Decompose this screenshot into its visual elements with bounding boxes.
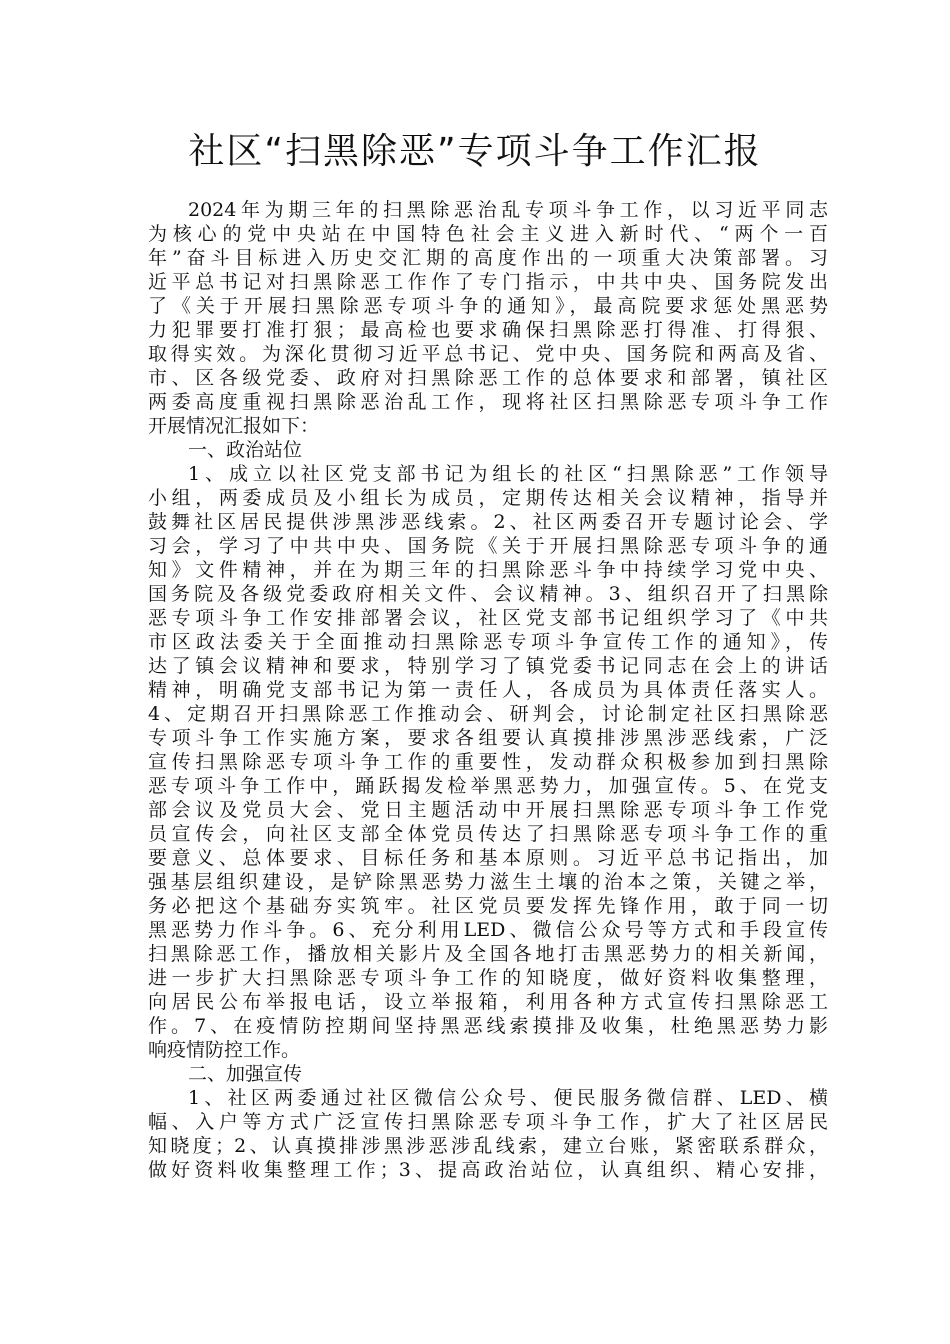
text-line: 作。7、在疫情防控期间坚持黑恶线索摸排及收集，杜绝黑恶势力影 [148, 1015, 828, 1037]
text-line: 员宣传会，向社区支部全体党员传达了扫黑除恶专项斗争工作的重 [148, 823, 828, 845]
document-title: 社区“扫黑除恶”专项斗争工作汇报 [188, 131, 762, 172]
text-line: 鼓舞社区居民提供涉黑涉恶线索。2、社区两委召开专题讨论会、学 [148, 511, 828, 533]
text-line: 4、定期召开扫黑除恶工作推动会、研判会，讨论制定社区扫黑除恶 [148, 703, 828, 725]
text-line: 专项斗争工作实施方案，要求各组要认真摸排涉黑涉恶线索，广泛 [148, 727, 828, 749]
text-line: 力犯罪要打准打狠；最高检也要求确保扫黑除恶打得准、打得狠、 [148, 319, 828, 341]
text-line: 小组，两委成员及小组长为成员，定期传达相关会议精神，指导并 [148, 487, 828, 509]
text-line: 两委高度重视扫黑除恶治乱工作，现将社区扫黑除恶专项斗争工作 [148, 391, 828, 413]
text-line: 了《关于开展扫黑除恶专项斗争的通知》，最高院要求惩处黑恶势 [148, 295, 828, 317]
text-line: 市区政法委关于全面推动扫黑除恶专项斗争宣传工作的通知》，传 [148, 631, 828, 653]
text-line: 2024年为期三年的扫黑除恶治乱专项斗争工作，以习近平同志 [188, 199, 828, 221]
text-line: 为核心的党中央站在中国特色社会主义进入新时代、“两个一百 [148, 223, 828, 245]
text-line: 做好资料收集整理工作；3、提高政治站位，认真组织、精心安排， [148, 1159, 828, 1181]
text-line: 恶专项斗争工作中，踊跃揭发检举黑恶势力，加强宣传。5、在党支 [148, 775, 828, 797]
text-line: 近平总书记对扫黑除恶工作作了专门指示，中共中央、国务院发出 [148, 271, 828, 293]
text-line: 响疫情防控工作。 [148, 1039, 301, 1061]
text-line: 向居民公布举报电话，设立举报箱，利用各种方式宣传扫黑除恶工 [148, 991, 828, 1013]
text-line: 知晓度；2、认真摸排涉黑涉恶涉乱线索，建立台账，紧密联系群众， [148, 1135, 828, 1157]
text-line: 恶专项斗争工作安排部署会议，社区党支部书记组织学习了《中共 [148, 607, 828, 629]
text-line: 市、区各级党委、政府对扫黑除恶工作的总体要求和部署，镇社区 [148, 367, 828, 389]
document-body [148, 198, 828, 1182]
text-line: 扫黑除恶工作，播放相关影片及全国各地打击黑恶势力的相关新闻， [148, 943, 828, 965]
text-line: 强基层组织建设，是铲除黑恶势力滋生土壤的治本之策，关键之举， [148, 871, 828, 893]
text-line: 幅、入户等方式广泛宣传扫黑除恶专项斗争工作，扩大了社区居民 [148, 1111, 828, 1133]
text-line: 习会，学习了中共中央、国务院《关于开展扫黑除恶专项斗争的通 [148, 535, 828, 557]
text-line: 一、政治站位 [188, 439, 303, 461]
text-line: 开展情况汇报如下： [148, 415, 320, 437]
text-line: 进一步扩大扫黑除恶专项斗争工作的知晓度，做好资料收集整理， [148, 967, 828, 989]
text-line: 务必把这个基础夯实筑牢。社区党员要发挥先锋作用，敢于同一切 [148, 895, 828, 917]
text-line: 宣传扫黑除恶专项斗争工作的重要性，发动群众积极参加到扫黑除 [148, 751, 828, 773]
text-line: 二、加强宣传 [188, 1063, 303, 1085]
text-line: 1、社区两委通过社区微信公众号、便民服务微信群、LED、横 [188, 1087, 828, 1109]
text-line: 要意义、总体要求、目标任务和基本原则。习近平总书记指出，加 [148, 847, 828, 869]
text-line: 精神，明确党支部书记为第一责任人，各成员为具体责任落实人。 [148, 679, 828, 701]
text-line: 达了镇会议精神和要求，特别学习了镇党委书记同志在会上的讲话 [148, 655, 828, 677]
text-line: 取得实效。为深化贯彻习近平总书记、党中央、国务院和两高及省、 [148, 343, 828, 365]
text-line: 年”奋斗目标进入历史交汇期的高度作出的一项重大决策部署。习 [148, 247, 828, 269]
text-line: 国务院及各级党委政府相关文件、会议精神。3、组织召开了扫黑除 [148, 583, 828, 605]
text-line: 黑恶势力作斗争。6、充分利用LED、微信公众号等方式和手段宣传 [148, 919, 828, 941]
text-line: 知》文件精神，并在为期三年的扫黑除恶斗争中持续学习党中央、 [148, 559, 828, 581]
text-line: 部会议及党员大会、党日主题活动中开展扫黑除恶专项斗争工作党 [148, 799, 828, 821]
text-line: 1、成立以社区党支部书记为组长的社区“扫黑除恶”工作领导 [188, 463, 828, 485]
